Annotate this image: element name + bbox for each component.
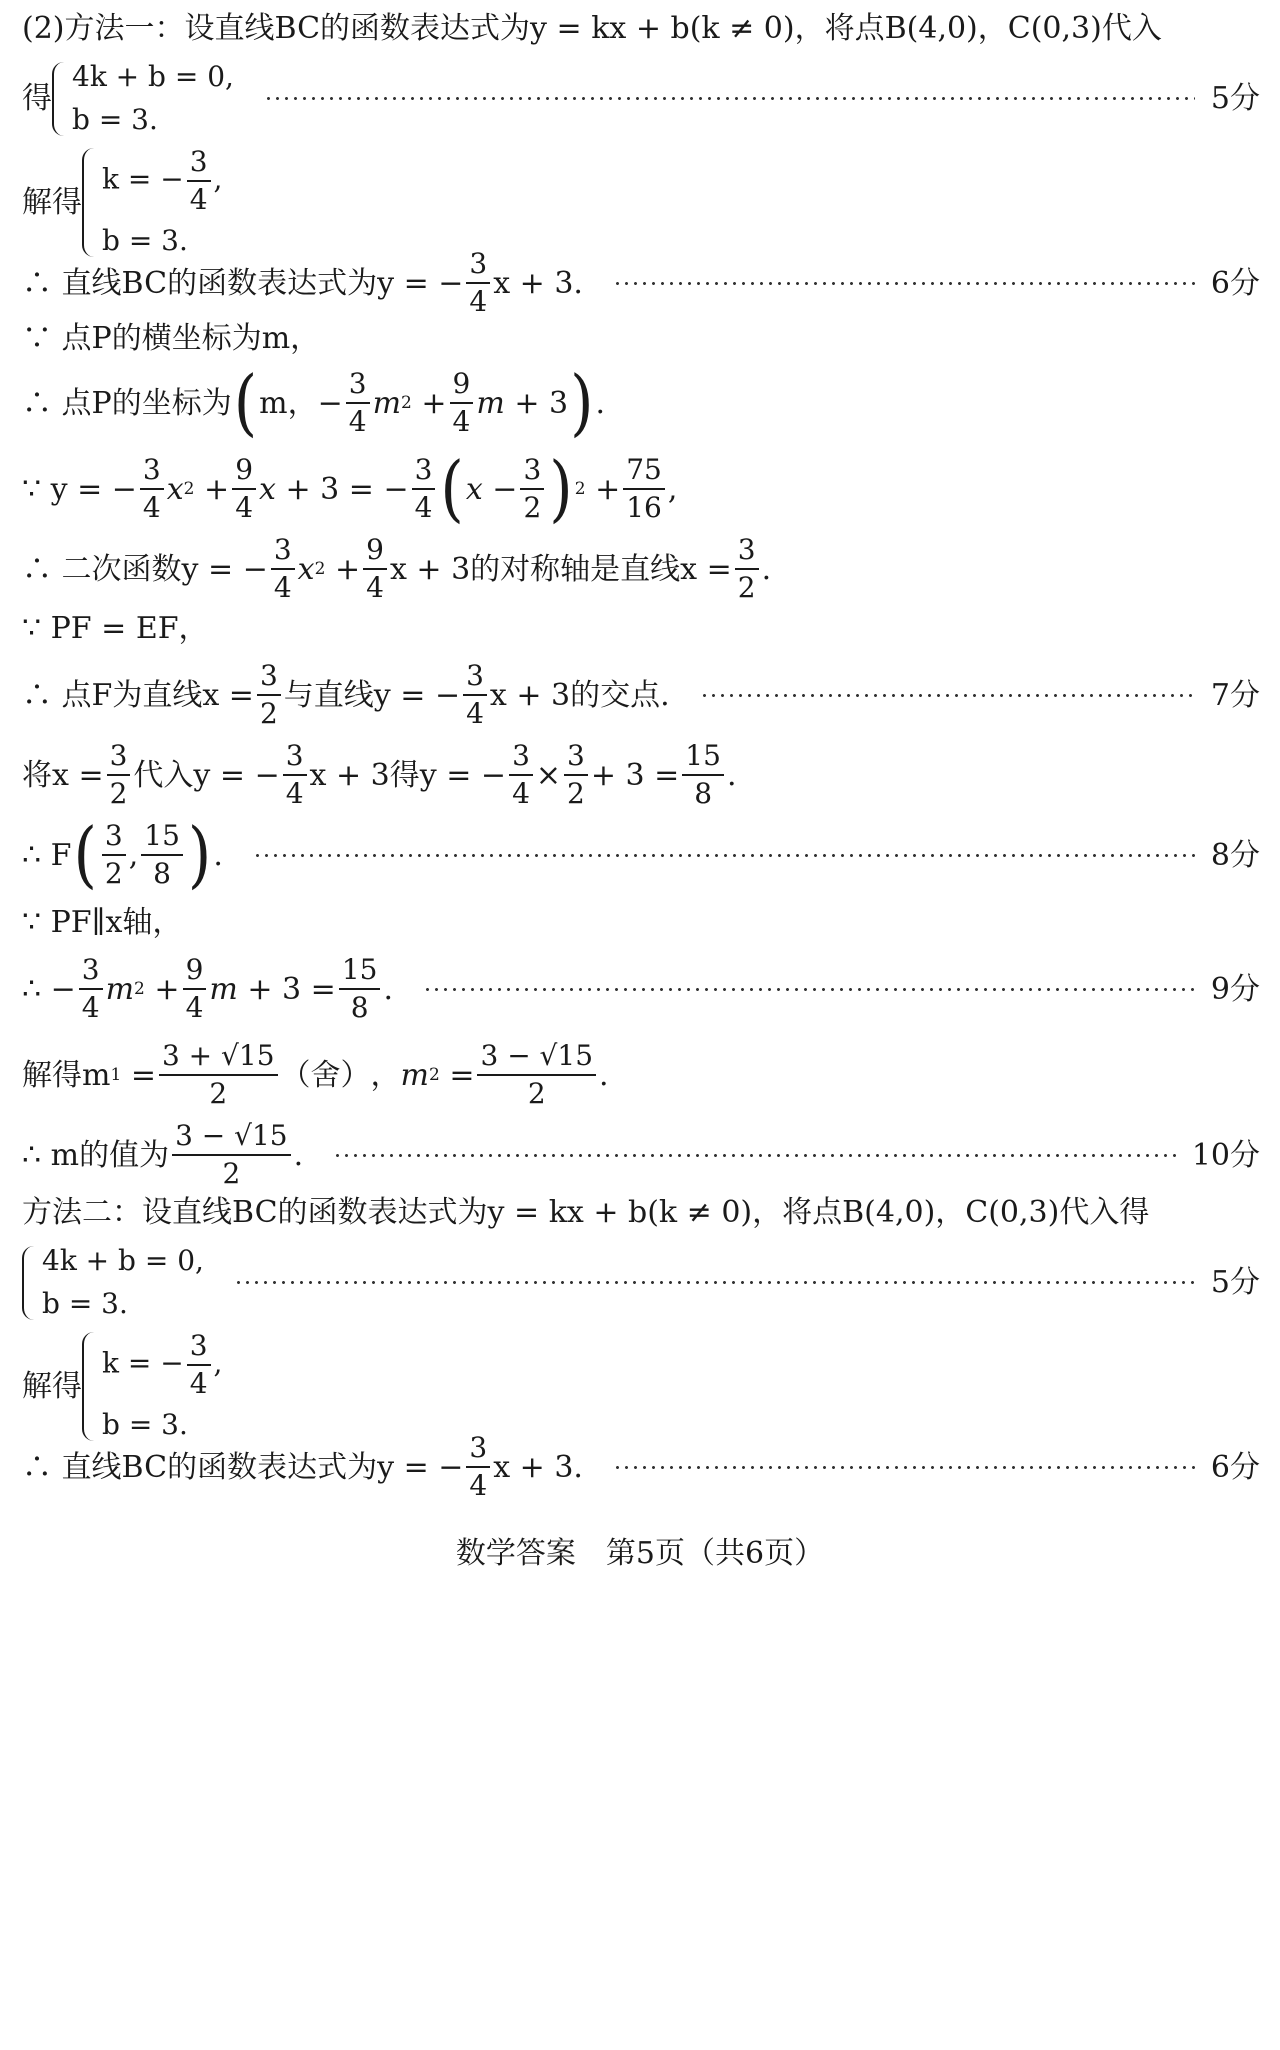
leader-dots	[700, 680, 1195, 710]
leader-dots	[264, 84, 1195, 114]
equation-system: 4k + b = 0, b = 3.	[52, 62, 234, 136]
line-system-2: 4k + b = 0, b = 3. 5分	[22, 1246, 1260, 1320]
score-label: 6分	[1210, 1449, 1260, 1485]
leader-dots	[613, 1452, 1195, 1482]
line-solve-m: 解得m 1 = $\frac{3 + √15}{2}$ （舍） ， m 2 = $\frac{3 - √15}{2}$ .	[22, 1039, 609, 1110]
line-vertex-form: ∵ y = − $\frac{3}{4}$ x 2 + $\frac{9}{4}$ x + 3 = − $\frac{3}{4}$ ( x − $\frac{3}{2}$ ) 2 + $\frac{75}{16}$ ,	[22, 447, 678, 531]
line-bc-expression-2: ∴ 直线BC的函数表达式为y = − $\frac{3}{4}$ x + 3. 6分	[22, 1431, 1260, 1502]
leader-dots	[234, 1268, 1195, 1298]
line-substitute: 将x = $\frac{3}{2}$ 代入y = − $\frac{3}{4}$ x + 3得y = − $\frac{3}{4}$ × $\frac{3}{2}$ + 3 = $\frac{15}{8}$ .	[22, 739, 737, 810]
leader-dots	[613, 268, 1195, 298]
page-footer: 数学答案 第5页（共6页）	[455, 1536, 825, 1571]
line-solve-1: 解得 k = − $\frac{3}{4}$ , b = 3.	[22, 145, 223, 257]
line-system-1: 得 4k + b = 0, b = 3. 5分	[22, 60, 1260, 136]
line-pf-parallel: ∵ PF∥x轴，	[22, 905, 183, 940]
leader-dots	[333, 1140, 1176, 1170]
line-symmetry-axis: ∴ 二次函数y = − $\frac{3}{4}$ x 2 + $\frac{9}{4}$ x + 3的对称轴是直线x = $\frac{3}{2}$ .	[22, 533, 772, 604]
score-label: 9分	[1210, 971, 1260, 1007]
line-p-coordinate: ∴ 点P的坐标为 ( m，− $\frac{3}{4}$ m 2 + $\frac{9}{4}$ m + 3 ) .	[22, 361, 606, 445]
score-label: 5分	[1210, 1265, 1260, 1301]
method-one-intro: (2)方法一：设直线BC的函数表达式为y = kx + b(k ≠ 0)，将点B(4,0)，C(0,3)代入	[22, 11, 1162, 46]
score-label: 6分	[1210, 265, 1260, 301]
leader-dots	[423, 974, 1195, 1004]
score-label: 10分	[1191, 1137, 1260, 1173]
method-two-intro: 方法二：设直线BC的函数表达式为y = kx + b(k ≠ 0)，将点B(4,0)，C(0,3)代入得	[22, 1195, 1150, 1230]
score-label: 8分	[1210, 837, 1260, 873]
line-pf-ef: ∵ PF = EF，	[22, 611, 209, 646]
line-bc-expression-1: ∴ 直线BC的函数表达式为y = − $\frac{3}{4}$ x + 3. 6分	[22, 247, 1260, 318]
leader-dots	[253, 840, 1195, 870]
line-f-coordinate: ∴ F ( $\frac{3}{2}$ , $\frac{15}{8}$ ) . 8分	[22, 813, 1260, 897]
score-label: 5分	[1210, 81, 1260, 117]
line-f-intersection: ∴ 点F为直线x = $\frac{3}{2}$ 与直线y = − $\frac{3}{4}$ x + 3的交点. 7分	[22, 659, 1260, 730]
score-label: 7分	[1210, 677, 1260, 713]
line-equation-m: ∴ − $\frac{3}{4}$ m 2 + $\frac{9}{4}$ m + 3 = $\frac{15}{8}$ . 9分	[22, 953, 1260, 1024]
line-m-value: ∴ m的值为 $\frac{3 - √15}{2}$ . 10分	[22, 1119, 1260, 1190]
line-solve-2: 解得 k = − $\frac{3}{4}$ , b = 3.	[22, 1329, 223, 1441]
line-p-abscissa: ∵ 点P的横坐标为m，	[22, 321, 321, 356]
